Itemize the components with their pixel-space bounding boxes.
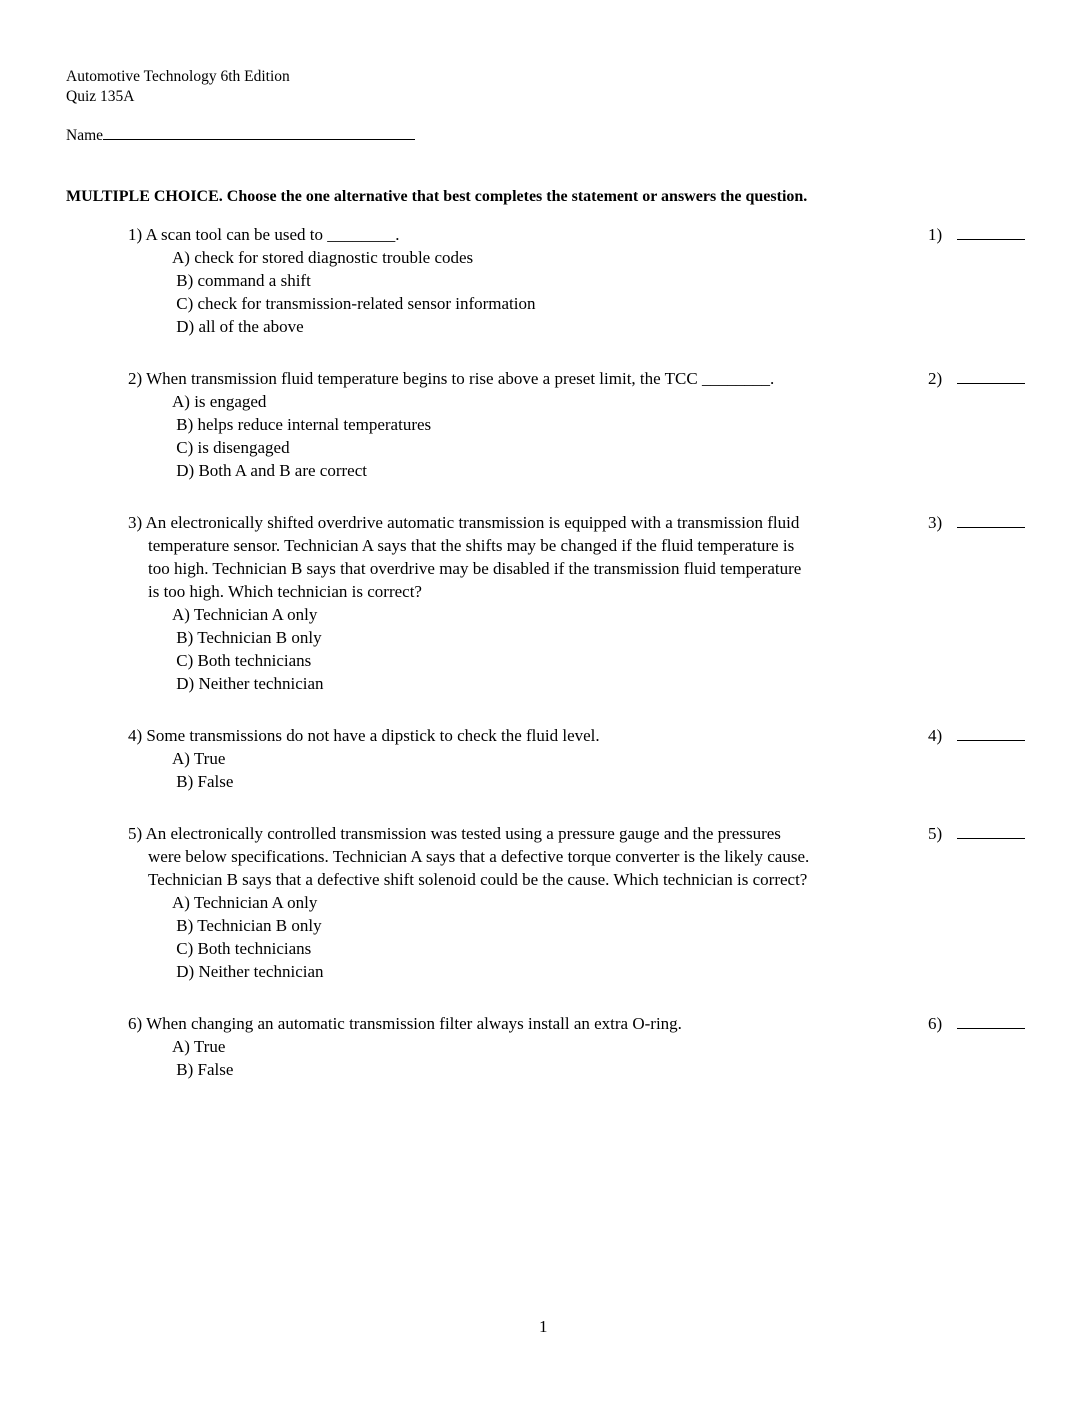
answer-option[interactable]: D) Neither technician: [172, 674, 324, 693]
question-text: is too high. Which technician is correct?: [148, 582, 422, 601]
question-4: [128, 724, 1068, 793]
answer-number: 3): [928, 513, 943, 532]
answer-blank[interactable]: [957, 223, 1025, 240]
question-2: [128, 367, 1068, 482]
book-title: Automotive Technology 6th Edition: [66, 68, 290, 85]
name-blank[interactable]: [103, 125, 415, 140]
answer-slot[interactable]: [928, 822, 1025, 845]
quiz-title: Quiz 135A: [66, 88, 135, 105]
answer-option[interactable]: B) Technician B only: [172, 628, 322, 647]
name-label: Name: [66, 127, 104, 144]
answer-option[interactable]: C) check for transmission-related sensor information: [172, 294, 536, 313]
question-text: 5) An electronically controlled transmission was tested using a pressure gauge and the pressures: [128, 824, 781, 843]
answer-blank[interactable]: [957, 724, 1025, 741]
question-3: [128, 511, 1068, 695]
answer-number: 5): [928, 824, 943, 843]
question-text: 2) When transmission fluid temperature begins to rise above a preset limit, the TCC ________.: [128, 369, 775, 388]
question-text: 1) A scan tool can be used to ________.: [128, 225, 400, 244]
answer-slot[interactable]: [928, 1012, 1025, 1035]
answer-option[interactable]: C) Both technicians: [172, 939, 312, 958]
answer-option[interactable]: A) is engaged: [172, 392, 267, 411]
answer-blank[interactable]: [957, 822, 1025, 839]
question-6: [128, 1012, 1068, 1081]
answer-option[interactable]: D) Neither technician: [172, 962, 324, 981]
answer-option[interactable]: B) command a shift: [172, 271, 311, 290]
answer-option[interactable]: A) check for stored diagnostic trouble codes: [172, 248, 474, 267]
question-text: too high. Technician B says that overdrive may be disabled if the transmission fluid temperature: [148, 559, 802, 578]
answer-option[interactable]: A) True: [172, 749, 226, 768]
answer-slot[interactable]: [928, 724, 1025, 747]
answer-slot[interactable]: [928, 511, 1025, 534]
answer-number: 1): [928, 225, 943, 244]
question-text: were below specifications. Technician A says that a defective torque converter is the likely cause.: [148, 847, 810, 866]
answer-option[interactable]: D) Both A and B are correct: [172, 461, 367, 480]
answer-blank[interactable]: [957, 1012, 1025, 1029]
answer-option[interactable]: B) False: [172, 1060, 234, 1079]
answer-option[interactable]: B) False: [172, 772, 234, 791]
instructions: MULTIPLE CHOICE. Choose the one alternative that best completes the statement or answers the question.: [66, 188, 808, 205]
answer-option[interactable]: C) Both technicians: [172, 651, 312, 670]
answer-number: 6): [928, 1014, 943, 1033]
question-1: [128, 223, 1068, 338]
answer-slot[interactable]: [928, 367, 1025, 390]
answer-option[interactable]: A) Technician A only: [172, 605, 318, 624]
question-text: 4) Some transmissions do not have a dipstick to check the fluid level.: [128, 726, 600, 745]
answer-blank[interactable]: [957, 511, 1025, 528]
answer-option[interactable]: B) helps reduce internal temperatures: [172, 415, 432, 434]
question-text: Technician B says that a defective shift solenoid could be the cause. Which technician is correct?: [148, 870, 808, 889]
answer-option[interactable]: A) True: [172, 1037, 226, 1056]
answer-option[interactable]: C) is disengaged: [172, 438, 290, 457]
answer-number: 4): [928, 726, 943, 745]
name-field[interactable]: [66, 125, 415, 146]
question-5: [128, 822, 1068, 983]
answer-option[interactable]: D) all of the above: [172, 317, 304, 336]
question-text: 3) An electronically shifted overdrive automatic transmission is equipped with a transmission fluid: [128, 513, 800, 532]
answer-option[interactable]: A) Technician A only: [172, 893, 318, 912]
answer-slot[interactable]: [928, 223, 1025, 246]
answer-option[interactable]: B) Technician B only: [172, 916, 322, 935]
answer-blank[interactable]: [957, 367, 1025, 384]
page-number: 1: [539, 1317, 548, 1336]
answer-number: 2): [928, 369, 943, 388]
question-text: 6) When changing an automatic transmission filter always install an extra O-ring.: [128, 1014, 682, 1033]
question-text: temperature sensor. Technician A says that the shifts may be changed if the fluid temperature is: [148, 536, 795, 555]
